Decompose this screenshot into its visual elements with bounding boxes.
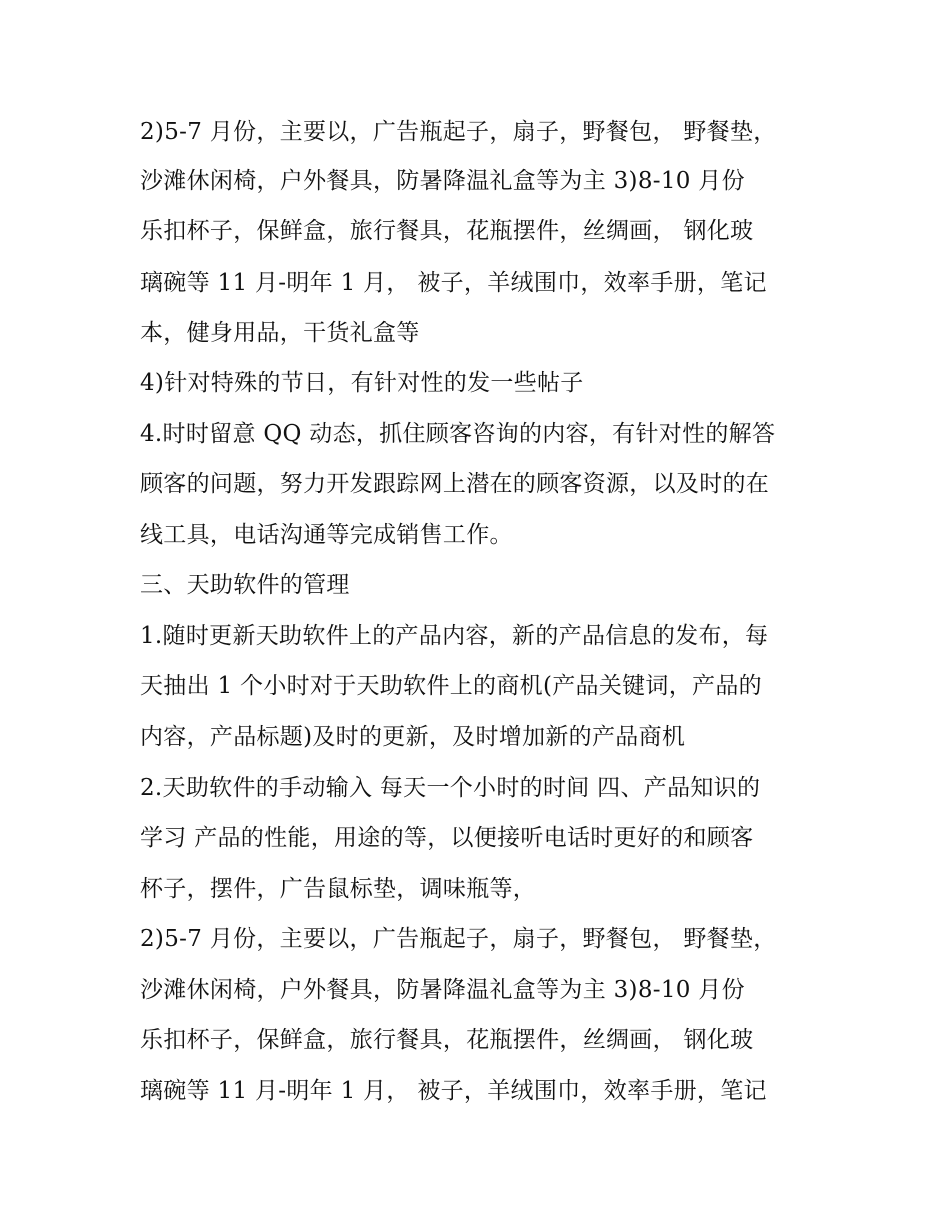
text-line: 璃碗等 11 月-明年 1 月， 被子，羊绒围巾，效率手册，笔记 bbox=[140, 1078, 767, 1104]
text-line: 2)5-7 月份，主要以，广告瓶起子，扇子，野餐包， 野餐垫， bbox=[140, 119, 777, 145]
section-heading: 三、天助软件的管理 bbox=[140, 572, 350, 598]
text-line: 4)针对特殊的节日，有针对性的发一些帖子 bbox=[140, 370, 584, 396]
text-line: 顾客的问题，努力开发跟踪网上潜在的顾客资源，以及时的在 bbox=[140, 471, 770, 497]
text-line: 1.随时更新天助软件上的产品内容，新的产品信息的发布，每 bbox=[140, 623, 769, 649]
text-line: 杯子，摆件，广告鼠标垫，调味瓶等， bbox=[140, 876, 537, 902]
text-line: 乐扣杯子，保鲜盒，旅行餐具，花瓶摆件，丝绸画， 钢化玻 bbox=[140, 1027, 754, 1053]
text-line: 内容，产品标题)及时的更新，及时增加新的产品商机 bbox=[140, 724, 686, 750]
text-line: 沙滩休闲椅，户外餐具，防暑降温礼盒等为主 3)8-10 月份 bbox=[140, 977, 745, 1003]
text-line: 线工具，电话沟通等完成销售工作。 bbox=[140, 522, 513, 548]
text-line: 天抽出 1 个小时对于天助软件上的商机(产品关键词，产品的 bbox=[140, 673, 762, 699]
text-line: 沙滩休闲椅，户外餐具，防暑降温礼盒等为主 3)8-10 月份 bbox=[140, 168, 745, 194]
text-line: 璃碗等 11 月-明年 1 月， 被子，羊绒围巾，效率手册，笔记 bbox=[140, 270, 767, 296]
text-line: 4.时时留意 QQ 动态，抓住顾客咨询的内容，有针对性的解答 bbox=[140, 421, 776, 447]
text-line: 2)5-7 月份，主要以，广告瓶起子，扇子，野餐包， 野餐垫， bbox=[140, 926, 777, 952]
text-line: 2.天助软件的手动输入 每天一个小时的时间 四、产品知识的 bbox=[140, 775, 761, 801]
text-line: 乐扣杯子，保鲜盒，旅行餐具，花瓶摆件，丝绸画， 钢化玻 bbox=[140, 218, 754, 244]
text-line: 本，健身用品，干货礼盒等 bbox=[140, 320, 420, 346]
text-line: 学习 产品的性能，用途的等，以便接听电话时更好的和顾客 bbox=[140, 825, 754, 851]
